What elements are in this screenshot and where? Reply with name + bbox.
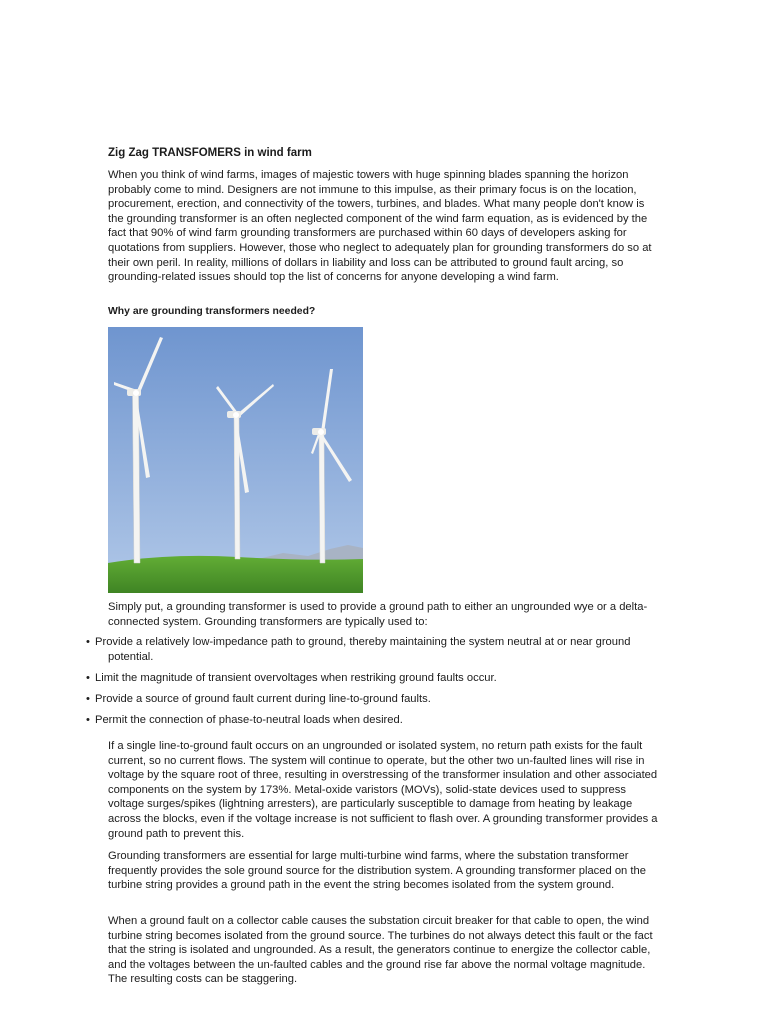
list-item	[86, 671, 666, 686]
collector-paragraph: When a ground fault on a collector cable causes the substation circuit breaker for that cable to open, the wind turbine string becomes isolated from the ground source. The turbines do not always detect this fault or the fact that the string is isolated and ungrounded. As a result, the generators continue to energize the collector cable, and the voltages between the un-faulted cables and the ground rise far above the normal voltage magnitude. The resulting costs can be staggering.	[108, 915, 653, 986]
wind-turbines-photo	[108, 327, 363, 593]
bullet-mark: •	[86, 692, 90, 705]
uses-list	[86, 635, 666, 734]
bullet-mark: •	[86, 636, 90, 648]
bullet-mark: •	[86, 671, 90, 684]
list-item-text: Provide a source of ground fault current during line-to-ground faults.	[95, 692, 431, 705]
section-heading: Why are grounding transformers needed?	[108, 306, 316, 317]
intro-paragraph: When you think of wind farms, images of majestic towers with huge spinning blades spanning the horizon probably come to mind. Designers are not immune to this impulse, as their primary focus is on the location, procurement, erection, and connectivity of the towers, turbines, and blades. What many people don't know is the grounding transformer is an often neglected component of the wind farm equation, as is evidenced by the fact that 90% of wind farm grounding transformers are purchased within 60 days of developers asking for quotations from suppliers. However, those who neglect to adequately plan for grounding transformers do so at their own peril. In reality, millions of dollars in liability and loss can be attributed to ground fault arcing, so grounding-related issues should top the list of concerns for anyone developing a wind farm.	[108, 169, 652, 284]
bullet-mark: •	[86, 713, 90, 726]
list-item	[86, 635, 666, 664]
fault-paragraph: If a single line-to-ground fault occurs on an ungrounded or isolated system, no return path exists for the fault current, so no current flows. The system will continue to operate, but the other two un-faulted lines will rise in voltage by the square root of three, resulting in overstressing of the transformer insulation and other associated components on the system by 173%. Metal-oxide varistors (MOVs), solid-state devices used to suppress voltage surges/spikes (lightning arresters), are particularly susceptible to damage from heating by leakage across the blocks, even if the voltage increase is not sufficient to flash over. A grounding transformer provides a ground path to prevent this.	[108, 740, 658, 840]
list-item	[86, 692, 666, 707]
list-item-text: Provide a relatively low-impedance path to ground, thereby maintaining the system neutral at or near ground potential.	[95, 636, 631, 663]
list-item-text: Limit the magnitude of transient overvoltages when restriking ground faults occur.	[95, 671, 497, 684]
document-title: Zig Zag TRANSFOMERS in wind farm	[108, 147, 312, 159]
essential-paragraph: Grounding transformers are essential for large multi-turbine wind farms, where the substation transformer frequently provides the sole ground source for the distribution system. A grounding transformer placed on the turbine string provides a ground path in the event the string becomes isolated from the system ground.	[108, 850, 646, 892]
lead-paragraph: Simply put, a grounding transformer is used to provide a ground path to either an ungrounded wye or a delta-connected system. Grounding transformers are typically used to:	[108, 601, 648, 628]
list-item-text: Permit the connection of phase-to-neutral loads when desired.	[95, 713, 403, 726]
list-item	[86, 713, 666, 728]
